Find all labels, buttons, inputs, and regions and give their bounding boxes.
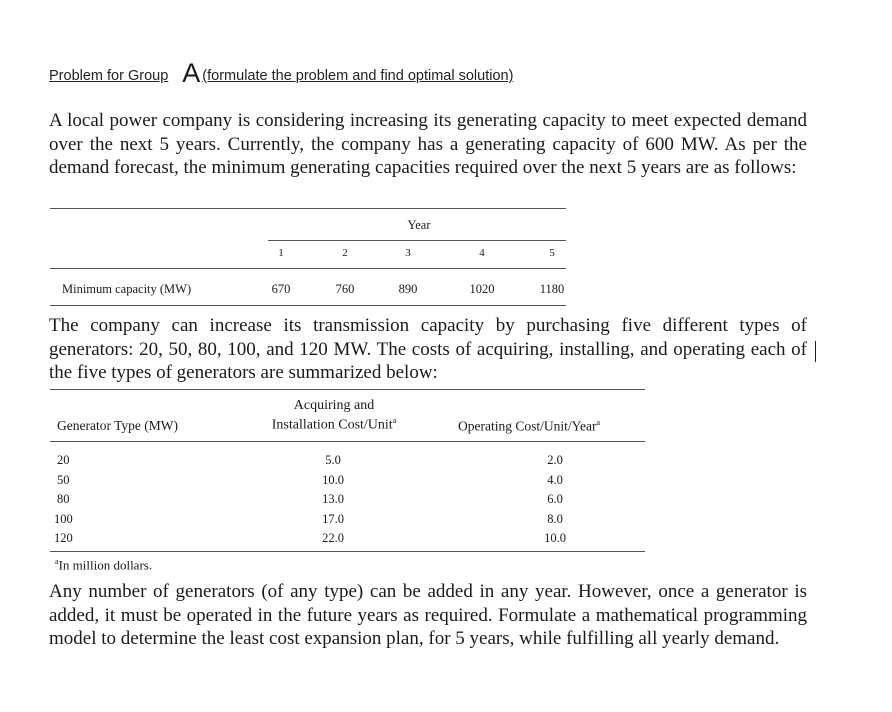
acq-cell: 5.0 [325, 453, 341, 467]
type-cell: 80 [57, 492, 70, 506]
capacity-cell: 890 [398, 282, 418, 296]
year-cell: 4 [479, 247, 485, 259]
acq-cell: 22.0 [322, 531, 344, 545]
min-capacity-label: Minimum capacity (MW) [62, 282, 192, 296]
type-cell: 50 [57, 473, 70, 487]
table-rule [50, 208, 566, 209]
header-prefix: Problem for Group [49, 68, 169, 84]
closing-paragraph: Any number of generators (of any type) can be added in any year. However, once a generator is added, it must be operated in the future years as required. Formulate a mathematical programming model to determine the least cost expansion plan, for 5 years, while fulfilling all yearly demand. [49, 581, 807, 649]
type-cell: 20 [57, 453, 70, 467]
op-cell: 6.0 [547, 492, 563, 506]
acq-cell: 17.0 [322, 512, 344, 526]
acquiring-header-line2: Installation Cost/Unit$^a$ [271, 416, 397, 433]
op-cell: 4.0 [547, 473, 563, 487]
op-cell: 8.0 [547, 512, 563, 526]
acq-cell: 10.0 [322, 473, 344, 487]
op-cell: 10.0 [544, 531, 566, 545]
table-rule [50, 305, 566, 306]
capacity-cell: 670 [271, 282, 291, 296]
year-cell: 3 [405, 247, 411, 259]
table-rule [50, 268, 566, 269]
capacity-cell: 1020 [469, 282, 495, 296]
year-header: Year [407, 218, 431, 232]
table-rule [268, 240, 566, 241]
year-cell: 2 [342, 247, 348, 259]
problem-header [49, 58, 513, 89]
table-rule [50, 389, 645, 390]
capacity-cell: 1180 [539, 282, 565, 296]
type-cell: 120 [54, 531, 73, 545]
intro-paragraph: A local power company is considering increasing its generating capacity to meet expected demand over the next 5 years. Currently, the company has a generating capacity of 600 MW. As per the demand forecast, the minimum generating capacities required over the next 5 years are as follows: [49, 110, 807, 178]
capacity-cell: 760 [335, 282, 355, 296]
operating-header: Operating Cost/Unit/Year$^a$ [458, 418, 601, 434]
op-cell: 2.0 [547, 453, 563, 467]
acq-cell: 13.0 [322, 492, 344, 506]
table-rule [50, 441, 645, 442]
acquiring-header-line1: Acquiring and [293, 398, 375, 413]
generator-type-header: Generator Type (MW) [57, 418, 179, 433]
type-cell: 100 [54, 512, 73, 526]
generators-paragraph: The company can increase its transmission capacity by purchasing five different types of generators: 20, 50, 80, 100, and 120 MW. The costs of acquiring, installing, and operating each of the five types of generators are summarized below: [49, 315, 807, 383]
header-suffix: (formulate the problem and find optimal solution) [202, 68, 514, 84]
table-footnote: $^a$In million dollars. [55, 557, 153, 573]
year-cell: 5 [549, 247, 555, 259]
text-cursor [815, 341, 816, 362]
year-cell: 1 [278, 247, 284, 259]
group-letter: A [182, 58, 201, 88]
table-rule [50, 551, 645, 552]
